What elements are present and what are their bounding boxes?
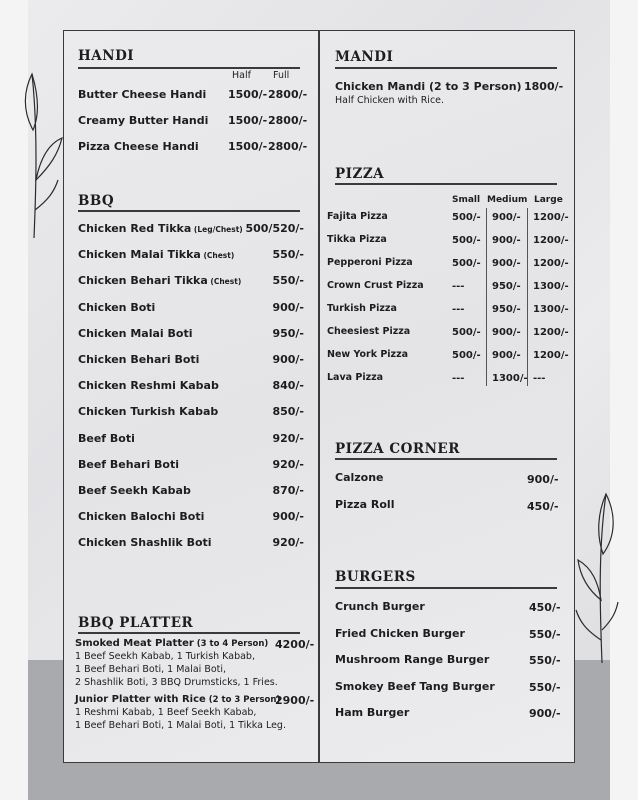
bbq-item-price: 850/- xyxy=(272,405,304,419)
pizza-item-name: Pepperoni Pizza xyxy=(327,257,413,268)
pizza-item-name: Fajita Pizza xyxy=(327,211,388,222)
bbq-item-price: 900/- xyxy=(272,510,304,524)
burger-item-price: 450/- xyxy=(529,601,561,614)
pizza-item-large-price: 1200/- xyxy=(533,350,569,361)
bbq-item-note: (Leg/Chest) xyxy=(191,225,243,234)
pizza-item-medium-price: 950/- xyxy=(492,281,521,292)
bbq-item-price: 550/- xyxy=(272,274,304,288)
pizza-col-large: Large xyxy=(534,195,563,205)
bbq-item-name: Beef Behari Boti xyxy=(78,457,180,471)
pizza-item-medium-price: 900/- xyxy=(492,258,521,269)
pizza-col-divider-2 xyxy=(527,208,528,386)
pizza-item-small-price: 500/- xyxy=(452,327,481,338)
bbq-item-price: 920/- xyxy=(272,536,304,550)
bbq-item-name: Chicken Reshmi Kabab xyxy=(78,379,219,393)
pizza-item-name: Cheesiest Pizza xyxy=(327,326,411,337)
pizza-corner-item-name: Calzone xyxy=(335,471,384,484)
bbq-item-price: 840/- xyxy=(272,379,304,393)
mandi-title: MANDI xyxy=(335,49,394,65)
platter-item-price: 4200/- xyxy=(275,638,315,651)
handi-col-full: Full xyxy=(273,70,290,81)
pizza-item-small-price: --- xyxy=(452,304,465,315)
pizza-item-name: Crown Crust Pizza xyxy=(327,280,424,291)
handi-rule xyxy=(78,67,300,69)
handi-item-half-price: 1500/- xyxy=(228,88,268,101)
bbq-item-name: Chicken Boti xyxy=(78,300,156,314)
platter-item-note: (3 to 4 Person) xyxy=(193,639,269,649)
pizza-title: PIZZA xyxy=(335,166,385,182)
pizza-item-medium-price: 900/- xyxy=(492,235,521,246)
burger-item-name: Crunch Burger xyxy=(335,600,425,613)
pizza-corner-rule xyxy=(335,458,557,460)
platter-item-price: 2900/- xyxy=(275,694,315,707)
pizza-item-medium-price: 950/- xyxy=(492,304,521,315)
mandi-item-desc: Half Chicken with Rice. xyxy=(335,95,445,106)
handi-item-name: Creamy Butter Handi xyxy=(78,114,209,127)
handi-item-half-price: 1500/- xyxy=(228,114,268,127)
burger-item-price: 550/- xyxy=(529,627,561,641)
pizza-item-medium-price: 900/- xyxy=(492,327,521,338)
column-divider xyxy=(318,30,320,763)
bbq-item-note: (Chest) xyxy=(200,251,235,261)
pizza-item-small-price: --- xyxy=(452,373,465,384)
bbq-item-price: 900/- xyxy=(272,300,304,314)
bbq-item-name: Chicken Malai Tikka (Chest) xyxy=(78,248,235,262)
pizza-item-large-price: 1200/- xyxy=(533,327,569,338)
leaf-decoration-left-icon xyxy=(20,70,66,240)
pizza-corner-item-price: 900/- xyxy=(527,473,559,486)
pizza-corner-title: PIZZA CORNER xyxy=(335,441,460,457)
pizza-item-name: Tikka Pizza xyxy=(327,234,387,245)
pizza-item-medium-price: 1300/- xyxy=(492,373,528,384)
pizza-item-medium-price: 900/- xyxy=(492,350,521,361)
handi-col-half: Half xyxy=(232,70,251,81)
burgers-title: BURGERS xyxy=(335,569,416,585)
pizza-item-small-price: 500/- xyxy=(452,350,481,361)
pizza-item-large-price: 1200/- xyxy=(533,212,569,223)
bbq-item-price: 920/- xyxy=(272,431,304,445)
bbq-item-name: Chicken Balochi Boti xyxy=(78,510,205,524)
pizza-item-name: Lava Pizza xyxy=(327,372,384,383)
pizza-item-small-price: 500/- xyxy=(452,212,481,223)
pizza-item-name: New York Pizza xyxy=(327,349,409,360)
platter-item-note: (2 to 3 Person) xyxy=(205,695,281,705)
pizza-item-large-price: --- xyxy=(533,373,546,384)
pizza-item-large-price: 1200/- xyxy=(533,258,569,269)
pizza-col-medium: Medium xyxy=(487,195,528,205)
bbq-item-name: Chicken Shashlik Boti xyxy=(78,536,212,550)
burger-item-price: 900/- xyxy=(529,707,561,720)
bbq-item-price: 870/- xyxy=(272,484,304,497)
burger-item-name: Fried Chicken Burger xyxy=(335,626,465,640)
pizza-item-medium-price: 900/- xyxy=(492,212,521,223)
mandi-rule xyxy=(335,67,557,69)
handi-item-full-price: 2800/- xyxy=(268,88,308,101)
bbq-item-price: 920/- xyxy=(272,457,304,471)
handi-item-full-price: 2800/- xyxy=(268,140,308,153)
handi-item-name: Pizza Cheese Handi xyxy=(78,140,199,153)
pizza-item-small-price: --- xyxy=(452,281,465,292)
bbq-item-name: Chicken Malai Boti xyxy=(78,326,193,340)
mandi-item-name: Chicken Mandi (2 to 3 Person) xyxy=(335,80,522,93)
bbq-item-price: 550/- xyxy=(272,248,304,262)
burger-item-name: Ham Burger xyxy=(335,706,410,719)
platter-item-desc: 2 Shashlik Boti, 3 BBQ Drumsticks, 1 Fries. xyxy=(75,677,278,688)
right-margin xyxy=(610,0,638,800)
platter-item-desc: 1 Beef Behari Boti, 1 Malai Boti, 1 Tikka Leg. xyxy=(75,720,286,731)
handi-item-half-price: 1500/- xyxy=(228,140,268,153)
pizza-item-small-price: 500/- xyxy=(452,235,481,246)
platter-item-name: Smoked Meat Platter (3 to 4 Person) xyxy=(75,638,269,649)
pizza-item-small-price: 500/- xyxy=(452,258,481,269)
bbq-item-price: 950/- xyxy=(272,326,304,340)
platter-item-desc: 1 Beef Behari Boti, 1 Malai Boti, xyxy=(75,664,227,675)
bbq-rule xyxy=(78,210,300,212)
burgers-rule xyxy=(335,587,557,589)
pizza-corner-item-price: 450/- xyxy=(527,500,559,513)
pizza-col-small: Small xyxy=(452,195,481,205)
platter-item-desc: 1 Beef Seekh Kabab, 1 Turkish Kabab, xyxy=(75,651,255,662)
pizza-item-large-price: 1200/- xyxy=(533,235,569,246)
platter-item-desc: 1 Reshmi Kabab, 1 Beef Seekh Kabab, xyxy=(75,707,257,718)
burger-item-name: Smokey Beef Tang Burger xyxy=(335,679,495,693)
burger-item-price: 550/- xyxy=(529,680,561,694)
platter-rule xyxy=(78,632,300,634)
bbq-item-name: Chicken Behari Boti xyxy=(78,353,200,366)
pizza-corner-item-name: Pizza Roll xyxy=(335,498,395,511)
handi-item-full-price: 2800/- xyxy=(268,114,308,127)
bbq-item-name: Chicken Red Tikka (Leg/Chest) xyxy=(78,222,243,235)
burger-item-price: 550/- xyxy=(529,654,561,667)
handi-title: HANDI xyxy=(78,48,135,64)
bbq-title: BBQ xyxy=(78,193,115,209)
bbq-item-name: Chicken Turkish Kabab xyxy=(78,405,219,419)
bbq-item-name: Beef Boti xyxy=(78,431,135,445)
bbq-item-price: 900/- xyxy=(272,353,304,366)
bbq-item-price: 500/520/- xyxy=(245,222,304,235)
pizza-item-large-price: 1300/- xyxy=(533,304,569,315)
bbq-item-name: Beef Seekh Kabab xyxy=(78,484,191,497)
bbq-item-name: Chicken Behari Tikka (Chest) xyxy=(78,274,242,288)
mandi-item-price: 1800/- xyxy=(524,80,564,93)
platter-item-name: Junior Platter with Rice (2 to 3 Person) xyxy=(75,694,281,705)
platter-title: BBQ PLATTER xyxy=(78,615,194,631)
bbq-item-note: (Chest) xyxy=(207,277,242,287)
pizza-rule xyxy=(335,183,557,185)
handi-item-name: Butter Cheese Handi xyxy=(78,88,207,101)
burger-item-name: Mushroom Range Burger xyxy=(335,653,490,666)
pizza-item-name: Turkish Pizza xyxy=(327,303,397,314)
leaf-decoration-right-icon xyxy=(572,490,622,665)
pizza-item-large-price: 1300/- xyxy=(533,281,569,292)
pizza-col-divider-1 xyxy=(486,208,487,386)
